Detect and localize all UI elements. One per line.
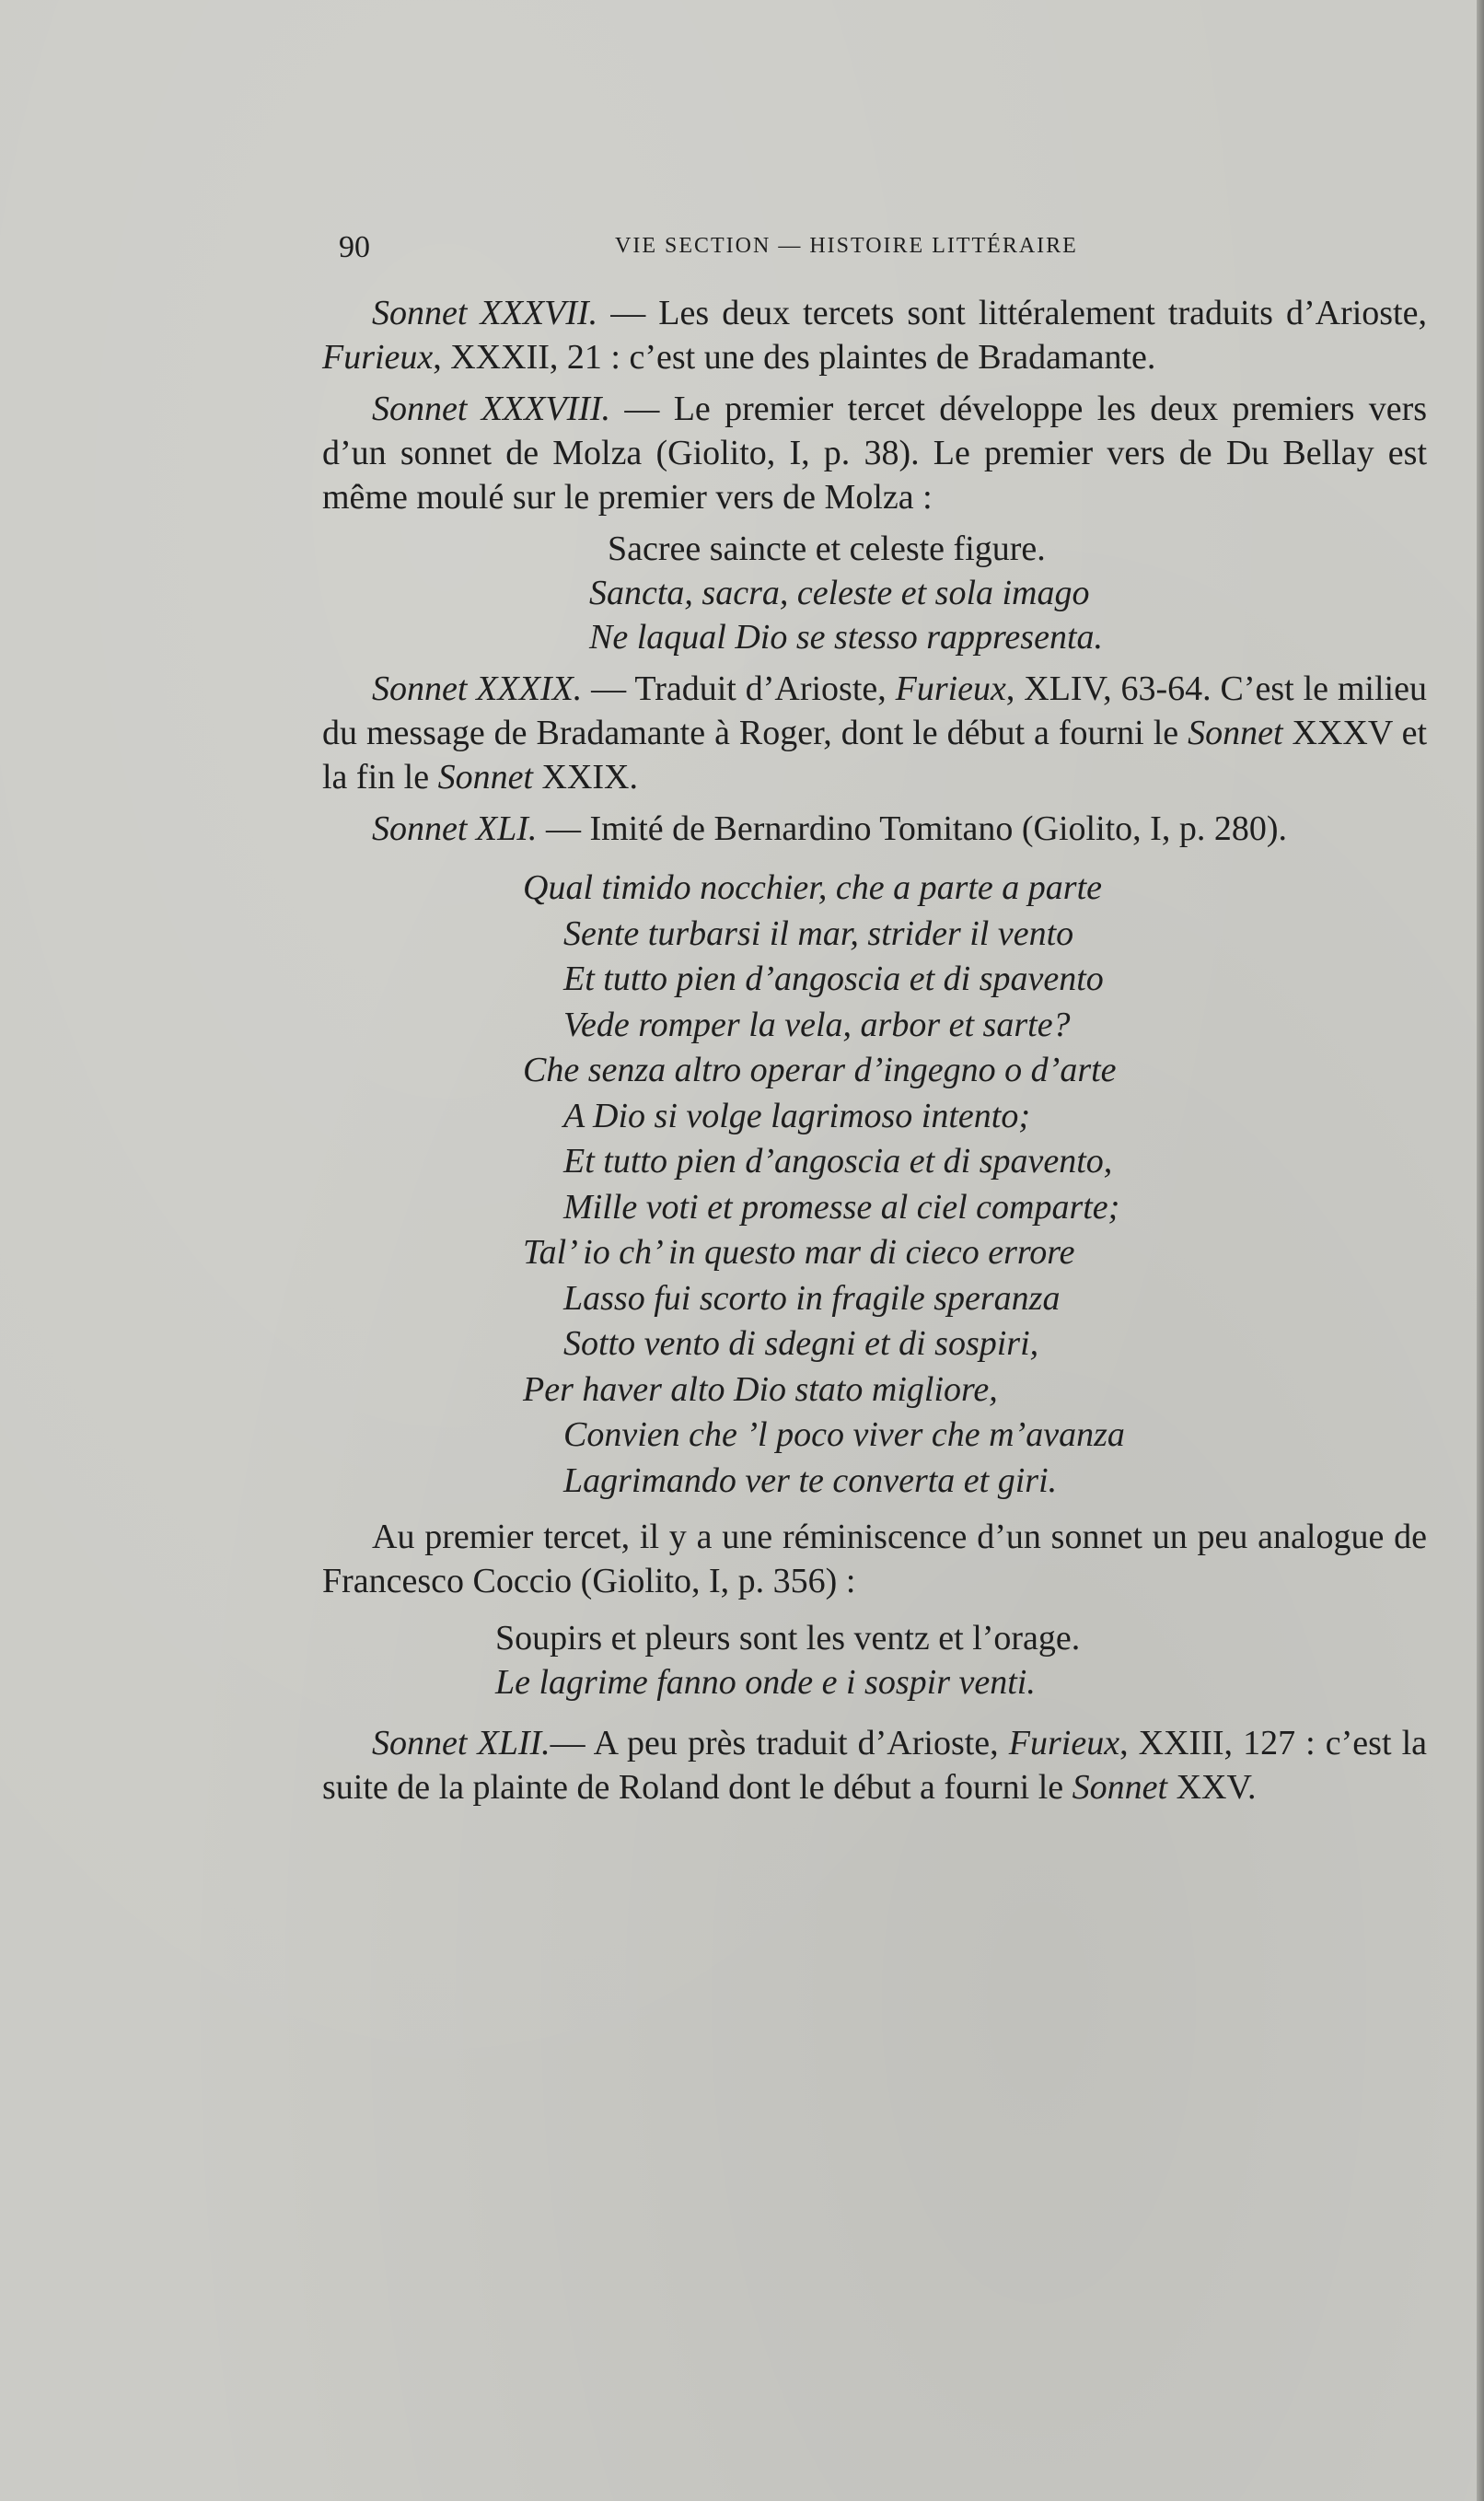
note-text: — Le premier tercet développe les deux premiers vers d’un sonnet de Molza (Giolito, I, p. 38). Le premier vers de Du Bellay est même moulé sur le premier vers de Molza : [322, 390, 1428, 517]
sonnet-label: Sonnet XLII. [372, 1724, 551, 1762]
sonnet-tomitano [322, 866, 1427, 1504]
verse-line: A Dio si volge lagrimoso intento; [563, 1096, 1030, 1135]
page-header [339, 230, 1149, 267]
quote-line-italian: Sancta, sacra, celeste et sola imago [589, 574, 1090, 612]
note-text: — Imité de Bernardino Tomitano (Giolito, I, p. 280). [537, 809, 1287, 848]
quotation-molza [322, 527, 1427, 659]
note-sonnet-38 [322, 387, 1427, 519]
verse-line: Et tutto pien d’angoscia et di spavento, [563, 1142, 1113, 1181]
note-text: , XXIII, 127 : c’est la suite de la plainte de Roland dont le début a fourni le [322, 1724, 1428, 1807]
note-sonnet-42 [322, 1721, 1427, 1809]
note-text: XXXV et la fin le [322, 714, 1427, 797]
sonnet-ref-label: Sonnet [1188, 714, 1283, 752]
verse-line: Lagrimando ver te converta et giri. [563, 1460, 1058, 1500]
verse-line: Per haver alto Dio stato migliore, [523, 1369, 998, 1409]
sonnet-ref-label: Sonnet [437, 758, 533, 797]
body-text [322, 291, 1427, 1809]
note-sonnet-39 [322, 667, 1427, 799]
work-title: Furieux [322, 338, 434, 377]
verse-line: Et tutto pien d’angoscia et di spavento [563, 960, 1104, 998]
work-title: Furieux [1008, 1724, 1120, 1762]
note-text: , XLIV, 63-64. C’est le milieu du message de Bradamante à Roger, dont le début a fourni le [322, 669, 1427, 752]
verse-line: Tal’ io ch’ in questo mar di cieco errore [523, 1233, 1075, 1272]
verse-line: Sente turbarsi il mar, strider il vento [563, 913, 1074, 953]
note-sonnet-37 [322, 291, 1427, 379]
note-text: — A peu près traduit d’Arioste, [550, 1724, 1009, 1762]
verse-line: Sotto vento di sdegni et di sospiri, [563, 1324, 1039, 1363]
note-text: Au premier tercet, il y a une réminiscence d’un sonnet un peu analogue de Francesco Coccio (Giolito, I, p. 356) : [322, 1518, 1427, 1600]
quote-line-italian: Le lagrime fanno onde e i sospir venti. [495, 1663, 1036, 1702]
quote-line-french: Sacree saincte et celeste figure. [608, 529, 1046, 568]
sonnet-label: Sonnet XXXVII. [372, 294, 598, 332]
sonnet-ref-label: Sonnet [1072, 1768, 1168, 1807]
quote-line-italian: Ne laqual Dio se stesso rappresenta. [589, 618, 1104, 657]
sonnet-label: Sonnet XXXIX. [372, 669, 583, 708]
running-head: VIE SECTION — HISTOIRE LITTÉRAIRE [615, 234, 1078, 258]
note-text: , XXXII, 21 : c’est une des plaintes de Bradamante. [433, 338, 1156, 377]
note-text: XXIX. [533, 758, 638, 797]
work-title: Furieux [895, 669, 1006, 708]
verse-line: Vede romper la vela, arbor et sarte? [563, 1005, 1071, 1044]
verse-line: Che senza altro operar d’ingegno o d’arte [523, 1051, 1117, 1089]
sonnet-label: Sonnet XLI. [372, 809, 538, 848]
page-number: 90 [339, 230, 370, 264]
verse-line: Mille voti et promesse al ciel comparte; [563, 1187, 1120, 1227]
verse-line: Qual timido nocchier, che a parte a parte [523, 868, 1103, 907]
note-text: — Les deux tercets sont littéralement traduits d’Arioste, [597, 294, 1427, 332]
note-text: — Traduit d’Arioste, [582, 669, 896, 708]
page-edge [1477, 0, 1484, 2501]
verse-line: Lasso fui scorto in fragile speranza [563, 1278, 1061, 1318]
sonnet-label: Sonnet XXXVIII. [372, 390, 611, 428]
note-sonnet-41 [322, 807, 1427, 851]
quotation-coccio [322, 1616, 1427, 1704]
quote-line-french: Soupirs et pleurs sont les ventz et l’orage. [495, 1619, 1081, 1658]
verse-line: Convien che ’l poco viver che m’avanza [563, 1415, 1125, 1454]
note-text: XXV. [1167, 1768, 1257, 1807]
note-reminiscence [322, 1515, 1427, 1603]
